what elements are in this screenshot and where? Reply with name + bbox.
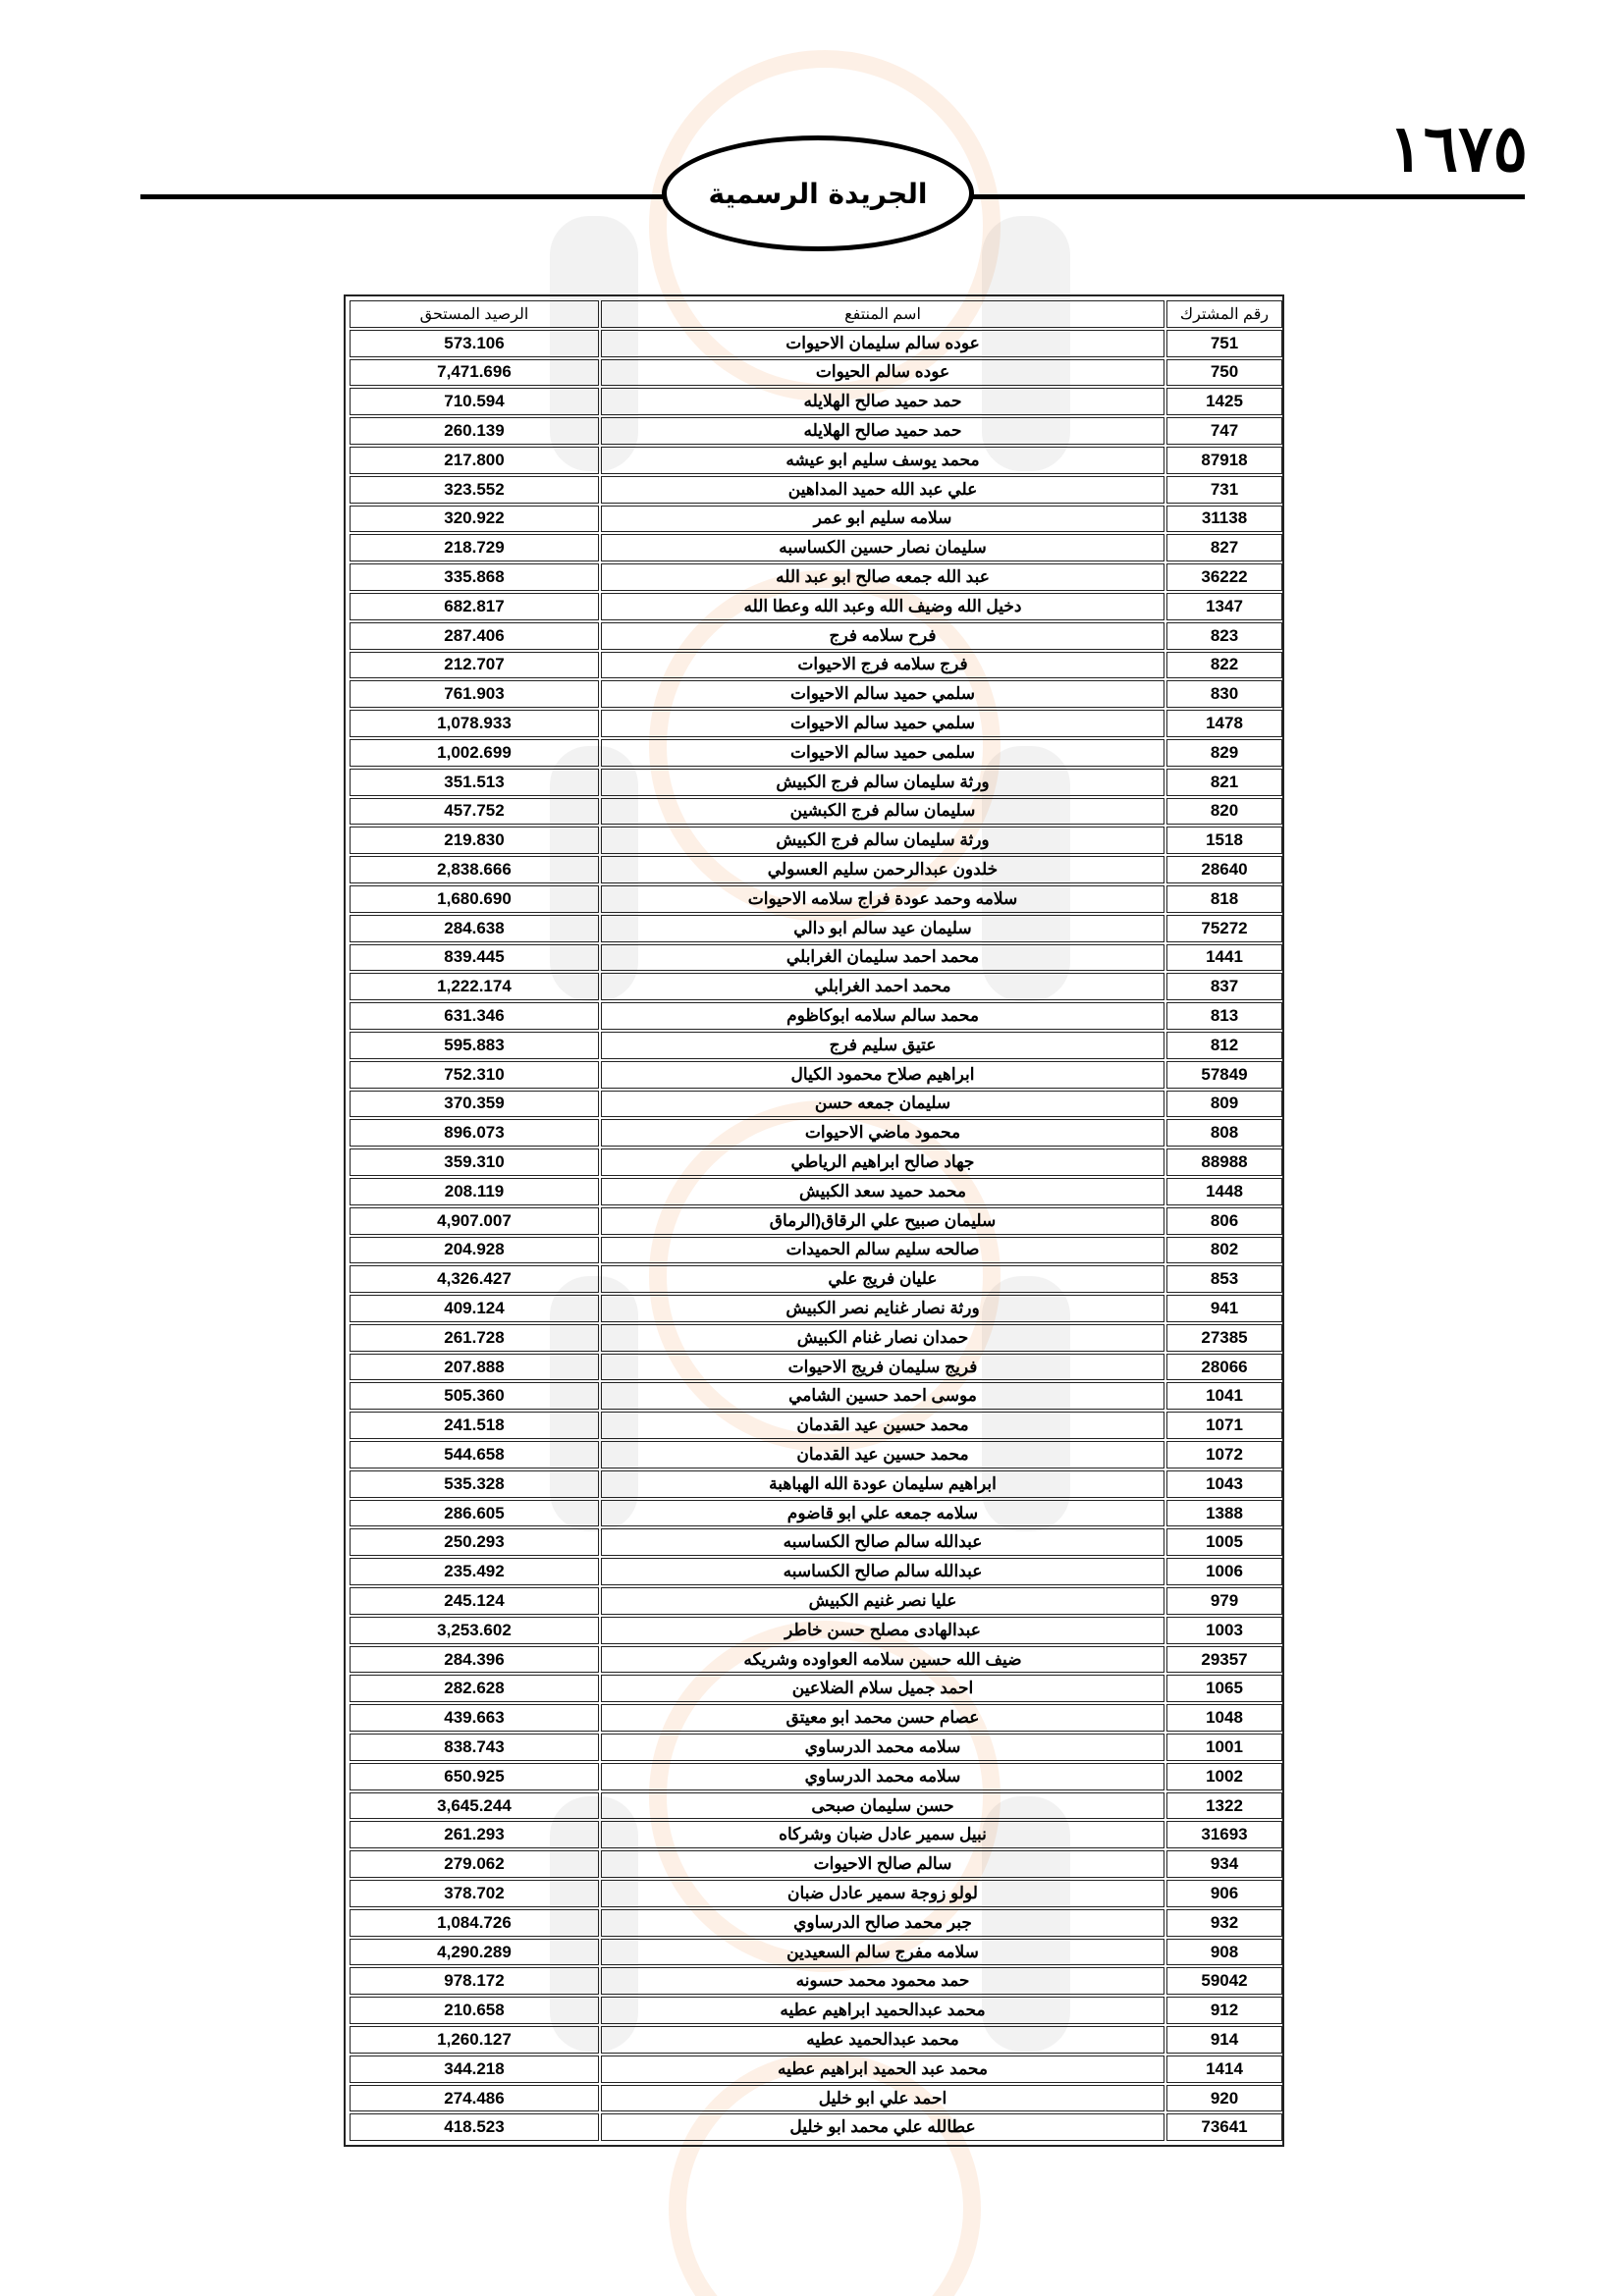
subscriber-cell: 932 (1166, 1909, 1282, 1937)
table-row (350, 447, 1282, 474)
table-row (350, 1967, 1282, 1995)
table-row (350, 1646, 1282, 1674)
name-cell: عليان فريج علي (601, 1265, 1164, 1293)
name-cell: محمد سالم سلامه ابوكاظوم (601, 1002, 1164, 1030)
subscriber-cell: 1478 (1166, 710, 1282, 737)
table-row (350, 739, 1282, 767)
balance-cell: 978.172 (350, 1967, 599, 1995)
balance-cell: 682.817 (350, 593, 599, 620)
subscriber-cell: 1071 (1166, 1412, 1282, 1439)
balance-cell: 2,838.666 (350, 856, 599, 883)
balance-cell: 217.800 (350, 447, 599, 474)
name-cell: فريج سليمان فريج الاحيوات (601, 1354, 1164, 1381)
header-subscriber: رقم المشترك (1166, 300, 1282, 328)
name-cell: احمد جميل سلام الضلاعين (601, 1675, 1164, 1702)
page-number: ١٦٧٥ (1388, 110, 1528, 187)
table-row (350, 1324, 1282, 1352)
name-cell: نبيل سمير عادل ضبان وشركاه (601, 1821, 1164, 1848)
table-row (350, 798, 1282, 826)
subscriber-cell: 1065 (1166, 1675, 1282, 1702)
table-row (350, 330, 1282, 357)
name-cell: محمد يوسف سليم ابو عيشه (601, 447, 1164, 474)
table-row (350, 1354, 1282, 1381)
balance-cell: 1,002.699 (350, 739, 599, 767)
balance-cell: 274.486 (350, 2085, 599, 2112)
balance-cell: 207.888 (350, 1354, 599, 1381)
balance-cell: 595.883 (350, 1032, 599, 1059)
balance-cell: 409.124 (350, 1295, 599, 1322)
subscriber-cell: 809 (1166, 1091, 1282, 1118)
subscriber-cell: 818 (1166, 885, 1282, 913)
table-row (350, 973, 1282, 1000)
table-row (350, 1850, 1282, 1878)
table-row (350, 2026, 1282, 2054)
name-cell: عتيق سليم فرج (601, 1032, 1164, 1059)
balance-cell: 378.702 (350, 1880, 599, 1907)
subscriber-cell: 28066 (1166, 1354, 1282, 1381)
balance-cell: 631.346 (350, 1002, 599, 1030)
subscriber-cell: 830 (1166, 680, 1282, 708)
table-row (350, 1587, 1282, 1615)
subscriber-cell: 829 (1166, 739, 1282, 767)
balance-cell: 7,471.696 (350, 359, 599, 387)
balance-cell: 838.743 (350, 1734, 599, 1761)
table-row (350, 1617, 1282, 1644)
balance-cell: 359.310 (350, 1148, 599, 1176)
subscriber-cell: 813 (1166, 1002, 1282, 1030)
name-cell: ابراهيم سليمان عودة الله الهباهبة (601, 1470, 1164, 1498)
subscriber-cell: 934 (1166, 1850, 1282, 1878)
balance-cell: 4,290.289 (350, 1939, 599, 1966)
header-balance: الرصيد المستحق (350, 300, 599, 328)
subscriber-cell: 1425 (1166, 388, 1282, 415)
balance-cell: 351.513 (350, 769, 599, 796)
balance-cell: 370.359 (350, 1091, 599, 1118)
name-cell: سلامه محمد الدرساوي (601, 1763, 1164, 1790)
subscriber-cell: 853 (1166, 1265, 1282, 1293)
name-cell: حسن سليمان صبحى (601, 1792, 1164, 1820)
table-row (350, 1880, 1282, 1907)
name-cell: سلمى حميد سالم الاحيوات (601, 739, 1164, 767)
name-cell: سليمان نصار حسين الكساسبه (601, 534, 1164, 561)
table-row (350, 1178, 1282, 1205)
name-cell: عبدالهادى مصلح حسن خاطر (601, 1617, 1164, 1644)
balance-cell: 287.406 (350, 622, 599, 650)
name-cell: علي عبد الله حميد المداهين (601, 476, 1164, 504)
subscriber-cell: 822 (1166, 652, 1282, 679)
name-cell: عبد الله جمعه صالح ابو عبد الله (601, 563, 1164, 591)
table-header-row (350, 300, 1282, 328)
table-row (350, 1002, 1282, 1030)
subscriber-cell: 36222 (1166, 563, 1282, 591)
subscriber-cell: 920 (1166, 2085, 1282, 2112)
table-row (350, 710, 1282, 737)
subscriber-cell: 750 (1166, 359, 1282, 387)
subscriber-cell: 908 (1166, 1939, 1282, 1966)
table-row (350, 856, 1282, 883)
subscriber-cell: 1006 (1166, 1558, 1282, 1585)
name-cell: ورثة سليمان سالم فرج الكبيش (601, 769, 1164, 796)
balance-cell: 323.552 (350, 476, 599, 504)
balance-cell: 3,253.602 (350, 1617, 599, 1644)
subscriber-cell: 979 (1166, 1587, 1282, 1615)
balance-cell: 573.106 (350, 330, 599, 357)
balance-cell: 1,260.127 (350, 2026, 599, 2054)
table-row (350, 359, 1282, 387)
name-cell: سليمان صبيح علي الرقاق(الرماق (601, 1207, 1164, 1235)
subscriber-cell: 1414 (1166, 2056, 1282, 2083)
balance-cell: 208.119 (350, 1178, 599, 1205)
name-cell: سلمي حميد سالم الاحيوات (601, 680, 1164, 708)
table-row (350, 1382, 1282, 1410)
subscriber-cell: 75272 (1166, 915, 1282, 942)
name-cell: ورثة نصار غنايم نصر الكبيش (601, 1295, 1164, 1322)
table-row (350, 1412, 1282, 1439)
table-row (350, 1061, 1282, 1089)
subscriber-cell: 59042 (1166, 1967, 1282, 1995)
balance-cell: 1,084.726 (350, 1909, 599, 1937)
table-row (350, 915, 1282, 942)
balance-cell: 286.605 (350, 1500, 599, 1527)
table-row (350, 1470, 1282, 1498)
subscriber-cell: 1347 (1166, 593, 1282, 620)
subscriber-cell: 812 (1166, 1032, 1282, 1059)
table-row (350, 388, 1282, 415)
balance-cell: 4,907.007 (350, 1207, 599, 1235)
subscriber-cell: 31693 (1166, 1821, 1282, 1848)
subscriber-cell: 806 (1166, 1207, 1282, 1235)
table-row (350, 476, 1282, 504)
subscriber-cell: 28640 (1166, 856, 1282, 883)
table-row (350, 534, 1282, 561)
table-row (350, 417, 1282, 445)
table-row (350, 1909, 1282, 1937)
table-row (350, 1997, 1282, 2024)
table-row (350, 1265, 1282, 1293)
balance-cell: 284.638 (350, 915, 599, 942)
table-row (350, 652, 1282, 679)
table-row (350, 680, 1282, 708)
name-cell: محمد حسين عيد القدمان (601, 1441, 1164, 1468)
subscriber-cell: 1441 (1166, 944, 1282, 972)
name-cell: سلامه وحمد عودة فراج سلامه الاحيوات (601, 885, 1164, 913)
header-name: اسم المنتفع (601, 300, 1164, 328)
subscriber-cell: 914 (1166, 2026, 1282, 2054)
name-cell: محمد عبدالحميد عطيه (601, 2026, 1164, 2054)
balance-cell: 284.396 (350, 1646, 599, 1674)
subscriber-cell: 1322 (1166, 1792, 1282, 1820)
subscriber-cell: 1043 (1166, 1470, 1282, 1498)
table-row (350, 1237, 1282, 1264)
table-row (350, 885, 1282, 913)
balance-cell: 250.293 (350, 1528, 599, 1556)
subscriber-cell: 29357 (1166, 1646, 1282, 1674)
name-cell: دخيل الله وضيف الله وعبد الله وعطا الله (601, 593, 1164, 620)
name-cell: عوده سالم سليمان الاحيوات (601, 330, 1164, 357)
name-cell: حمد حميد صالح الهلايله (601, 417, 1164, 445)
name-cell: ابراهيم صلاح محمود الكيال (601, 1061, 1164, 1089)
subscriber-cell: 1005 (1166, 1528, 1282, 1556)
name-cell: احمد علي ابو خليل (601, 2085, 1164, 2112)
balance-cell: 439.663 (350, 1704, 599, 1732)
balance-cell: 710.594 (350, 388, 599, 415)
subscriber-cell: 1002 (1166, 1763, 1282, 1790)
name-cell: سليمان جمعه حسن (601, 1091, 1164, 1118)
balance-cell: 282.628 (350, 1675, 599, 1702)
name-cell: عليا نصر غنيم الكبيش (601, 1587, 1164, 1615)
name-cell: ضيف الله حسين سلامه العواوده وشريكه (601, 1646, 1164, 1674)
masthead-ellipse (662, 135, 974, 251)
name-cell: سلامه مفرج سالم السعيدين (601, 1939, 1164, 1966)
subscriber-cell: 31138 (1166, 506, 1282, 533)
name-cell: سالم صالح الاحيوات (601, 1850, 1164, 1878)
table-row (350, 1441, 1282, 1468)
table-row (350, 2113, 1282, 2141)
balance-cell: 650.925 (350, 1763, 599, 1790)
balance-cell: 245.124 (350, 1587, 599, 1615)
balance-cell: 3,645.244 (350, 1792, 599, 1820)
subscriber-cell: 808 (1166, 1119, 1282, 1147)
subscriber-cell: 1001 (1166, 1734, 1282, 1761)
balance-cell: 344.218 (350, 2056, 599, 2083)
subscriber-cell: 820 (1166, 798, 1282, 826)
table-row (350, 506, 1282, 533)
table-row (350, 1734, 1282, 1761)
table-row (350, 944, 1282, 972)
table-row (350, 1939, 1282, 1966)
subscriber-cell: 821 (1166, 769, 1282, 796)
balance-cell: 320.922 (350, 506, 599, 533)
name-cell: خلدون عبدالرحمن سليم العسولي (601, 856, 1164, 883)
balance-cell: 1,680.690 (350, 885, 599, 913)
balance-cell: 219.830 (350, 827, 599, 854)
name-cell: فرج سلامه فرج الاحيوات (601, 652, 1164, 679)
subscriber-cell: 802 (1166, 1237, 1282, 1264)
table-row (350, 593, 1282, 620)
table-row (350, 1528, 1282, 1556)
name-cell: لولو زوجة سمير عادل ضبان (601, 1880, 1164, 1907)
balance-cell: 204.928 (350, 1237, 599, 1264)
name-cell: محمد حسين عيد القدمان (601, 1412, 1164, 1439)
balance-cell: 418.523 (350, 2113, 599, 2141)
table-row (350, 827, 1282, 854)
name-cell: عبدالله سالم صالح الكساسبه (601, 1528, 1164, 1556)
subscriber-cell: 906 (1166, 1880, 1282, 1907)
balance-cell: 210.658 (350, 1997, 599, 2024)
name-cell: سلمي حميد سالم الاحيوات (601, 710, 1164, 737)
table-row (350, 1500, 1282, 1527)
table-row (350, 1207, 1282, 1235)
balance-cell: 260.139 (350, 417, 599, 445)
name-cell: سلامه سليم ابو عمر (601, 506, 1164, 533)
name-cell: حمد محمود محمد حسونه (601, 1967, 1164, 1995)
balance-cell: 457.752 (350, 798, 599, 826)
balance-cell: 261.728 (350, 1324, 599, 1352)
name-cell: سلامه محمد الدرساوي (601, 1734, 1164, 1761)
balance-cell: 1,078.933 (350, 710, 599, 737)
balance-cell: 235.492 (350, 1558, 599, 1585)
name-cell: جبر محمد صالح الدرساوي (601, 1909, 1164, 1937)
beneficiaries-table (348, 298, 1284, 2143)
subscriber-cell: 1041 (1166, 1382, 1282, 1410)
table-row (350, 2085, 1282, 2112)
name-cell: محمد عبدالحميد ابراهيم عطيه (601, 1997, 1164, 2024)
subscriber-cell: 751 (1166, 330, 1282, 357)
name-cell: موسى احمد حسين الشامي (601, 1382, 1164, 1410)
subscriber-cell: 1003 (1166, 1617, 1282, 1644)
table-row (350, 1295, 1282, 1322)
name-cell: حمدان نصار غنام الكبيش (601, 1324, 1164, 1352)
subscriber-cell: 1448 (1166, 1178, 1282, 1205)
balance-cell: 896.073 (350, 1119, 599, 1147)
table-row (350, 1821, 1282, 1848)
subscriber-cell: 1048 (1166, 1704, 1282, 1732)
subscriber-cell: 73641 (1166, 2113, 1282, 2141)
subscriber-cell: 837 (1166, 973, 1282, 1000)
table-row (350, 1148, 1282, 1176)
balance-cell: 218.729 (350, 534, 599, 561)
balance-cell: 335.868 (350, 563, 599, 591)
subscriber-cell: 87918 (1166, 447, 1282, 474)
name-cell: محمد احمد الغرابلي (601, 973, 1164, 1000)
subscriber-cell: 827 (1166, 534, 1282, 561)
name-cell: سليمان عيد سالم ابو دالي (601, 915, 1164, 942)
masthead-title: الجريدة الرسمية (708, 177, 928, 210)
subscriber-cell: 27385 (1166, 1324, 1282, 1352)
name-cell: محمد حميد سعد الكبيش (601, 1178, 1164, 1205)
name-cell: محمد احمد سليمان الغرابلي (601, 944, 1164, 972)
subscriber-cell: 941 (1166, 1295, 1282, 1322)
name-cell: عبدالله سالم صالح الكساسبه (601, 1558, 1164, 1585)
name-cell: جهاد صالح ابراهيم الرياطي (601, 1148, 1164, 1176)
table-row (350, 1558, 1282, 1585)
balance-cell: 1,222.174 (350, 973, 599, 1000)
subscriber-cell: 731 (1166, 476, 1282, 504)
table-row (350, 563, 1282, 591)
name-cell: عطالله علي محمد ابو خليل (601, 2113, 1164, 2141)
name-cell: سلامه جمعه علي ابو قاضوم (601, 1500, 1164, 1527)
balance-cell: 761.903 (350, 680, 599, 708)
table-row (350, 1792, 1282, 1820)
table-row (350, 769, 1282, 796)
subscriber-cell: 88988 (1166, 1148, 1282, 1176)
name-cell: سليمان سالم فرج الكبشين (601, 798, 1164, 826)
name-cell: عصام حسن محمد ابو معيتق (601, 1704, 1164, 1732)
balance-cell: 4,326.427 (350, 1265, 599, 1293)
balance-cell: 752.310 (350, 1061, 599, 1089)
table-row (350, 622, 1282, 650)
balance-cell: 544.658 (350, 1441, 599, 1468)
name-cell: صالحه سليم سالم الحميدات (601, 1237, 1164, 1264)
table-row (350, 1763, 1282, 1790)
balance-cell: 839.445 (350, 944, 599, 972)
balance-cell: 279.062 (350, 1850, 599, 1878)
balance-cell: 212.707 (350, 652, 599, 679)
name-cell: حمد حميد صالح الهلايله (601, 388, 1164, 415)
name-cell: فرح سلامه فرج (601, 622, 1164, 650)
name-cell: عوده سالم الحيوات (601, 359, 1164, 387)
table-row (350, 1119, 1282, 1147)
table-row (350, 1675, 1282, 1702)
table-row (350, 2056, 1282, 2083)
table-row (350, 1091, 1282, 1118)
name-cell: ورثة سليمان سالم فرج الكبيش (601, 827, 1164, 854)
subscriber-cell: 1388 (1166, 1500, 1282, 1527)
table-row (350, 1032, 1282, 1059)
subscriber-cell: 912 (1166, 1997, 1282, 2024)
balance-cell: 241.518 (350, 1412, 599, 1439)
subscriber-cell: 1518 (1166, 827, 1282, 854)
table-body (350, 330, 1282, 2141)
table-row (350, 1704, 1282, 1732)
subscriber-cell: 57849 (1166, 1061, 1282, 1089)
subscriber-cell: 747 (1166, 417, 1282, 445)
name-cell: محمود ماضي الاحيوات (601, 1119, 1164, 1147)
subscriber-cell: 823 (1166, 622, 1282, 650)
balance-cell: 535.328 (350, 1470, 599, 1498)
balance-cell: 505.360 (350, 1382, 599, 1410)
subscriber-cell: 1072 (1166, 1441, 1282, 1468)
name-cell: محمد عبد الحميد ابراهيم عطيه (601, 2056, 1164, 2083)
balance-cell: 261.293 (350, 1821, 599, 1848)
beneficiaries-table-frame (344, 294, 1284, 2147)
